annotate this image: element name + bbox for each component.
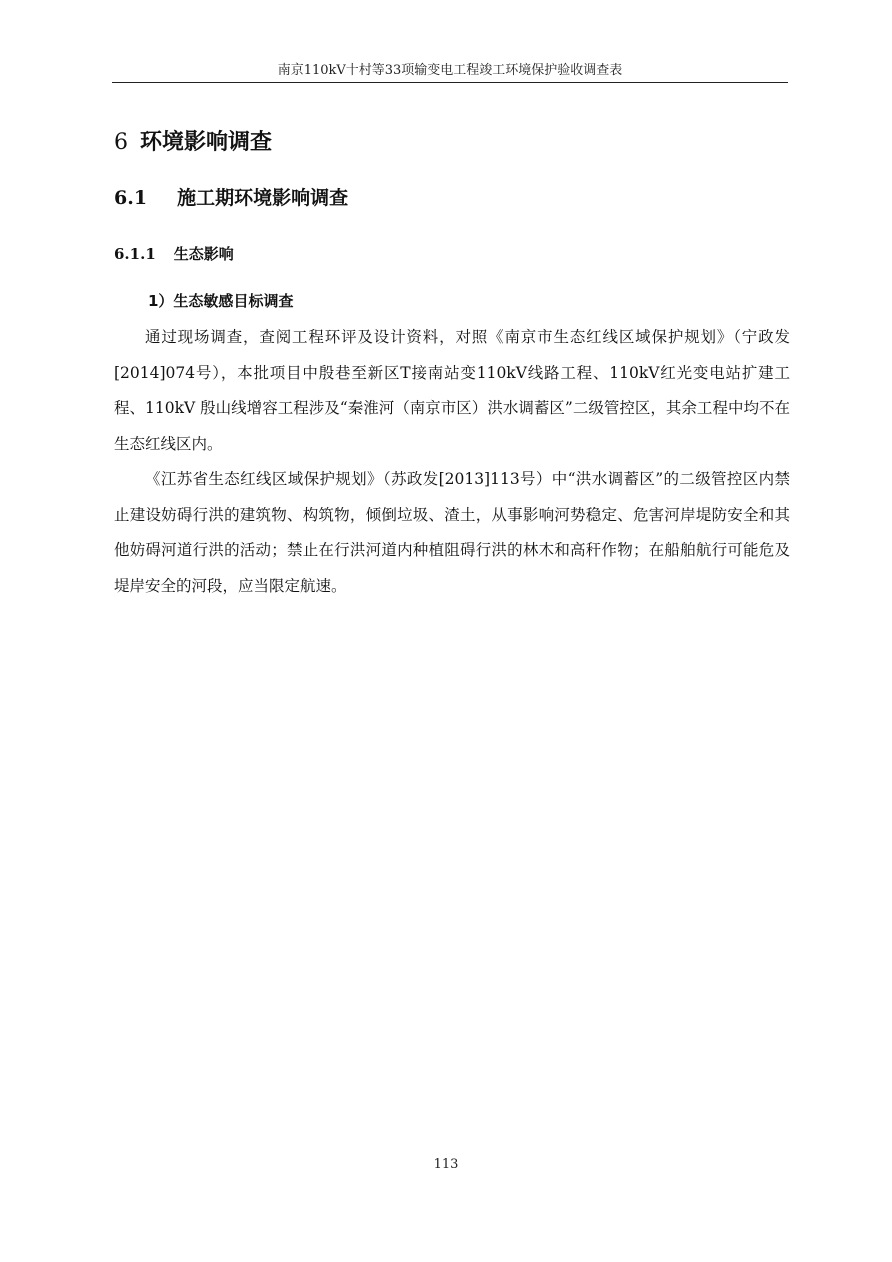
subsection-number: 6.1.1 <box>114 245 156 263</box>
chapter-title: 环境影响调查 <box>140 130 273 155</box>
paragraph: 通过现场调查，查阅工程环评及设计资料，对照《南京市生态红线区域保护规划》（宁政发[2014]074号），本批项目中殷巷至新区T接南站变110kV线路工程、110kV红光变电站扩建工程、110kV 殷山线增容工程涉及“秦淮河（南京市区）洪水调蓄区”二级管控区，其余工程中均不在生态红线区内。 <box>114 328 790 453</box>
section-heading <box>114 184 348 212</box>
paragraph: 《江苏省生态红线区域保护规划》（苏政发[2013]113号）中“洪水调蓄区”的二级管控区内禁止建设妨碍行洪的建筑物、构筑物，倾倒垃圾、渣土，从事影响河势稳定、危害河岸堤防安全和其他妨碍河道行洪的活动；禁止在行洪河道内种植阻碍行洪的林木和高秆作物；在船舶航行可能危及堤岸安全的河段，应当限定航速。 <box>114 470 790 595</box>
header-rule <box>112 82 788 83</box>
page-number: 113 <box>433 1157 459 1172</box>
item-heading: 1）生态敏感目标调查 <box>148 292 294 310</box>
chapter-heading <box>114 128 272 158</box>
section-number: 6.1 <box>114 187 148 209</box>
subsection-heading <box>114 242 234 266</box>
chapter-number: 6 <box>114 130 128 155</box>
subsection-title: 生态影响 <box>173 245 234 263</box>
body-text <box>114 320 790 604</box>
section-title: 施工期环境影响调查 <box>177 187 349 209</box>
running-header: 南京110kV十村等33项输变电工程竣工环境保护验收调查表 <box>277 63 623 78</box>
